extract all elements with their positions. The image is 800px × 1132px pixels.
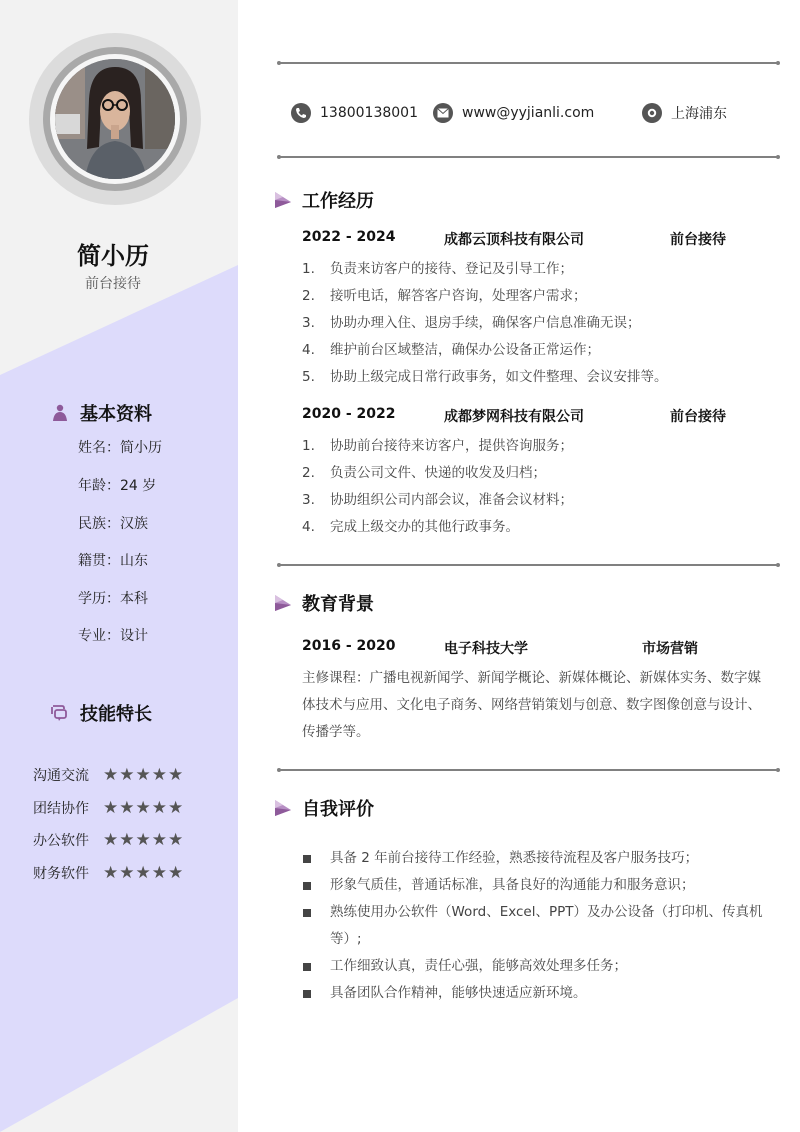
avatar-frame — [29, 33, 201, 205]
job-role: 前台接待 — [670, 232, 726, 248]
job-period: 2022 - 2024 — [302, 229, 396, 245]
skill-row: 沟通交流 ★★★★★ — [33, 765, 185, 785]
job-period: 2020 - 2022 — [302, 406, 396, 422]
info-major: 专业：设计 — [78, 628, 148, 644]
divider — [278, 62, 779, 64]
chat-bubbles-icon — [50, 704, 68, 722]
job-role: 前台接待 — [670, 409, 726, 425]
list-item: 4. 维护前台区域整洁，确保办公设备正常运作； — [302, 342, 600, 358]
basic-info-heading: 基本资料 — [52, 400, 152, 426]
skill-row: 办公软件 ★★★★★ — [33, 830, 185, 850]
square-bullet-icon — [302, 980, 330, 1007]
education-major: 市场营销 — [642, 641, 698, 657]
info-education: 学历：本科 — [78, 591, 148, 607]
job-duties — [302, 433, 772, 541]
info-name: 姓名：简小历 — [78, 440, 162, 456]
divider — [278, 769, 779, 771]
list-item: 工作细致认真，责任心强，能够高效处理多任务； — [302, 953, 772, 980]
skill-row: 财务软件 ★★★★★ — [33, 863, 185, 883]
list-item: 3. 协助组织公司内部会议，准备会议材料； — [302, 492, 573, 508]
triangle-bullet-icon — [274, 594, 292, 612]
list-item: 具备 2 年前台接待工作经验，熟悉接待流程及客户服务技巧； — [302, 845, 772, 872]
list-item: 3. 协助办理入住、退房手续，确保客户信息准确无误； — [302, 315, 641, 331]
candidate-name: 简小历 — [77, 242, 149, 270]
job-company: 成都梦网科技有限公司 — [444, 409, 584, 425]
triangle-bullet-icon — [274, 799, 292, 817]
square-bullet-icon — [302, 953, 330, 980]
list-item: 1. 负责来访客户的接待、登记及引导工作； — [302, 261, 573, 277]
info-ethnicity: 民族：汉族 — [78, 516, 148, 532]
list-item: 熟练使用办公软件（Word、Excel、PPT）及办公设备（打印机、传真机等）; — [302, 899, 772, 953]
contact-phone: 13800138001 — [291, 103, 418, 123]
self-evaluation-list — [302, 845, 772, 1007]
star-rating-icon: ★★★★★ — [103, 765, 185, 785]
list-item: 具备团队合作精神，能够快速适应新环境。 — [302, 980, 772, 1007]
education-period: 2016 - 2020 — [302, 638, 396, 654]
education-courses: 主修课程：广播电视新闻学、新闻学概论、新媒体概论、新媒体实务、数字媒体技术与应用、文化电子商务、网络营销策划与创意、数字图像创意与设计、传播学等。 — [302, 670, 761, 740]
star-rating-icon: ★★★★★ — [103, 798, 185, 818]
work-experience-heading: 工作经历 — [274, 187, 374, 213]
list-item: 2. 负责公司文件、快递的收发及归档； — [302, 465, 546, 481]
square-bullet-icon — [302, 872, 330, 899]
education-school: 电子科技大学 — [444, 641, 528, 657]
divider — [278, 564, 779, 566]
education-heading: 教育背景 — [274, 590, 374, 616]
profile-photo-icon — [55, 59, 175, 179]
star-rating-icon: ★★★★★ — [103, 830, 185, 850]
avatar — [55, 59, 175, 179]
skills-heading: 技能特长 — [50, 700, 152, 726]
job-company: 成都云顶科技有限公司 — [444, 232, 584, 248]
self-evaluation-heading: 自我评价 — [274, 795, 374, 821]
triangle-bullet-icon — [274, 191, 292, 209]
candidate-job-title: 前台接待 — [85, 276, 141, 292]
info-age: 年龄：24 岁 — [78, 478, 157, 494]
skill-row: 团结协作 ★★★★★ — [33, 798, 185, 818]
list-item: 5. 协助上级完成日常行政事务，如文件整理、会议安排等。 — [302, 369, 668, 385]
sidebar — [0, 0, 238, 1132]
divider — [278, 156, 779, 158]
square-bullet-icon — [302, 899, 330, 953]
square-bullet-icon — [302, 845, 330, 872]
info-hometown: 籍贯：山东 — [78, 553, 148, 569]
mail-icon — [433, 103, 453, 123]
person-icon — [52, 404, 68, 422]
list-item: 2. 接听电话，解答客户咨询，处理客户需求； — [302, 288, 587, 304]
list-item: 4. 完成上级交办的其他行政事务。 — [302, 519, 519, 535]
job-duties — [302, 256, 772, 391]
location-pin-icon — [642, 103, 662, 123]
contact-location: 上海浦东 — [642, 103, 727, 123]
phone-icon — [291, 103, 311, 123]
contact-email: www@yyjianli.com — [433, 103, 594, 123]
list-item: 形象气质佳，普通话标准，具备良好的沟通能力和服务意识； — [302, 872, 772, 899]
star-rating-icon: ★★★★★ — [103, 863, 185, 883]
list-item: 1. 协助前台接待来访客户，提供咨询服务； — [302, 438, 573, 454]
